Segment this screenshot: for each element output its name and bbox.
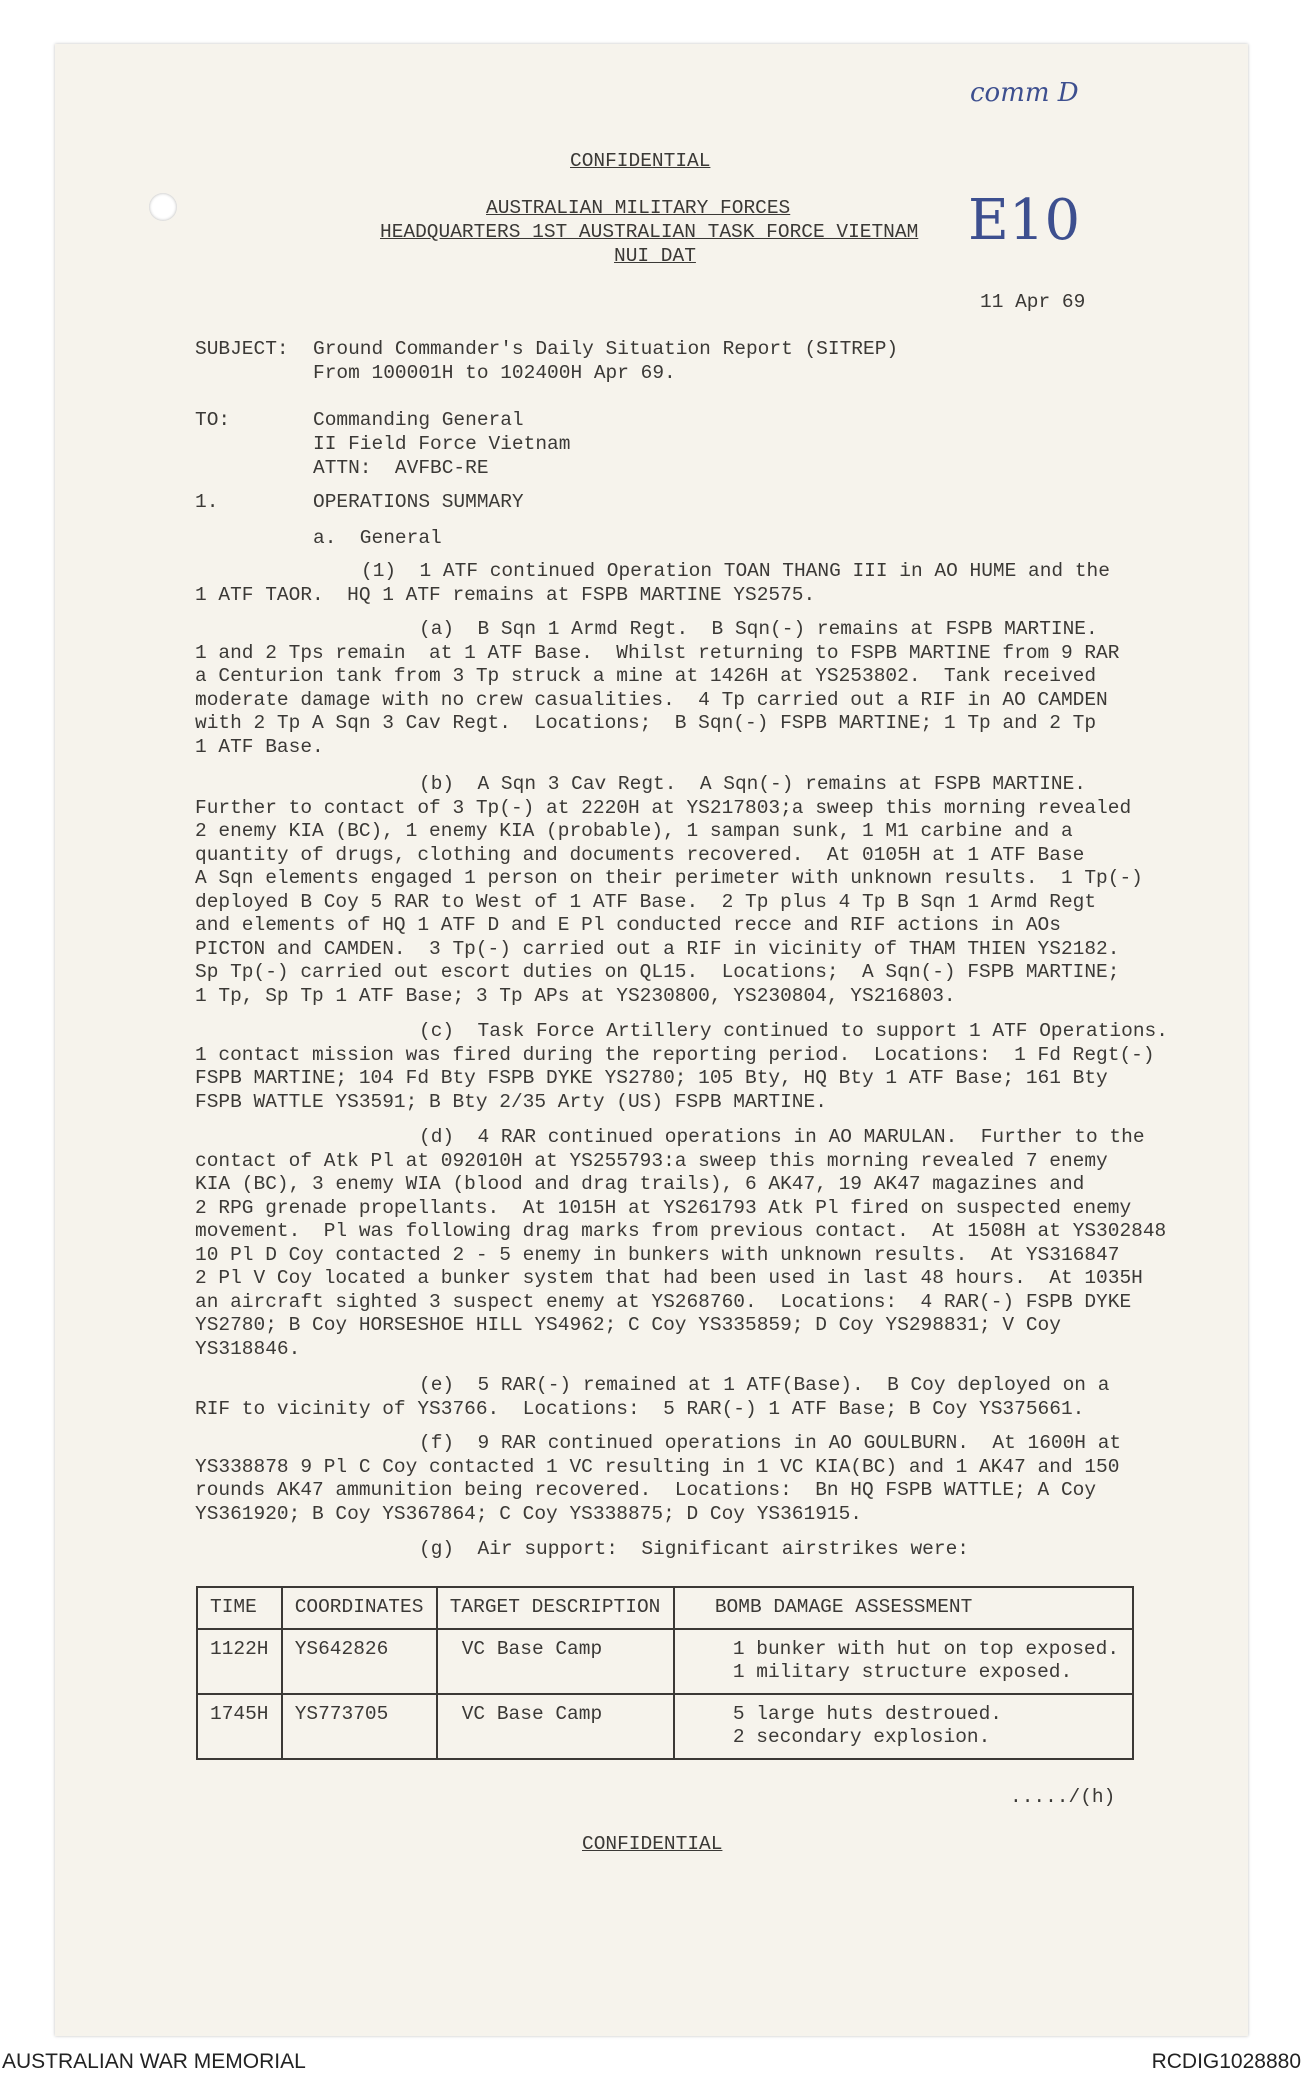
text-line: RIF to vicinity of YS3766. Locations: 5 RAR(-) 1 ATF Base; B Coy YS375661. [195, 1397, 1085, 1420]
text-line: Sp Tp(-) carried out escort duties on QL15. Locations; A Sqn(-) FSPB MARTINE; [195, 961, 1120, 983]
text-line: (g) Air support: Significant airstrikes were: [419, 1538, 969, 1560]
document-date: 11 Apr 69 [980, 291, 1086, 313]
text-line: an aircraft sighted 3 suspect enemy at YS268760. Locations: 4 RAR(-) FSPB DYKE [195, 1290, 1132, 1313]
text-line: and elements of HQ 1 ATF D and E Pl conducted recce and RIF actions in AOs [195, 914, 1061, 936]
paragraph-pb [195, 773, 1143, 1008]
table-row [197, 1629, 1133, 1694]
to-label: TO: [195, 409, 231, 431]
paragraph-pd [195, 1126, 1166, 1361]
text-line: PICTON and CAMDEN. 3 Tp(-) carried out a RIF in vicinity of THAM THIEN YS2182. [195, 937, 1120, 960]
column-header: BOMB DAMAGE ASSESSMENT [674, 1587, 1133, 1629]
target-cell: VC Base Camp [437, 1694, 674, 1759]
text-line: Further to contact of 3 Tp(-) at 2220H at YS217803;a sweep this morning revealed [195, 796, 1132, 819]
continuation-marker: ...../(h) [1010, 1786, 1116, 1808]
text-line: 1 ATF Base. [195, 735, 324, 758]
bda-cell: 5 large huts destroued. 2 secondary explosion. [674, 1694, 1133, 1759]
to-line-3: ATTN: AVFBC-RE [313, 457, 489, 479]
paragraph-pa [195, 618, 1119, 759]
text-line: A Sqn elements engaged 1 person on their perimeter with unknown results. 1 Tp(-) [195, 867, 1143, 889]
paragraph-pc [195, 1020, 1168, 1114]
footer-source: AUSTRALIAN WAR MEMORIAL [2, 2050, 306, 2073]
table-header-row [197, 1587, 1133, 1629]
text-line: rounds AK47 ammunition being recovered. Locations: Bn HQ FSPB WATTLE; A Coy [195, 1479, 1097, 1501]
text-line: 1 contact mission was fired during the reporting period. Locations: 1 Fd Regt(-) [195, 1043, 1155, 1066]
time-cell: 1745H [197, 1694, 282, 1759]
table-row [197, 1694, 1133, 1759]
to-line-1: Commanding General [313, 409, 524, 431]
text-line: (c) Task Force Artillery continued to support 1 ATF Operations. [419, 1020, 1168, 1042]
text-line: KIA (BC), 3 enemy WIA (blood and drag trails), 6 AK47, 19 AK47 magazines and [195, 1173, 1085, 1195]
text-line: contact of Atk Pl at 092010H at YS255793:a sweep this morning revealed 7 enemy [195, 1149, 1108, 1172]
target-cell: VC Base Camp [437, 1629, 674, 1694]
text-line: 1 and 2 Tps remain at 1 ATF Base. Whilst returning to FSPB MARTINE from 9 RAR [195, 641, 1120, 664]
text-line: 10 Pl D Coy contacted 2 - 5 enemy in bunkers with unknown results. At YS316847 [195, 1243, 1120, 1266]
classification-top: CONFIDENTIAL [570, 150, 711, 172]
paragraph-pe [195, 1374, 1109, 1421]
text-line: YS338878 9 Pl C Coy contacted 1 VC resulting in 1 VC KIA(BC) and 1 AK47 and 150 [195, 1455, 1120, 1478]
text-line: FSPB MARTINE; 104 Fd Bty FSPB DYKE YS2780; 105 Bty, HQ Bty 1 ATF Base; 161 Bty [195, 1067, 1108, 1089]
subject-line-1: Ground Commander's Daily Situation Report (SITREP) [313, 338, 899, 360]
text-line: (d) 4 RAR continued operations in AO MARULAN. Further to the [419, 1126, 1145, 1148]
paragraph-p1 [195, 560, 1110, 607]
time-cell: 1122H [197, 1629, 282, 1694]
text-line: deployed B Coy 5 RAR to West of 1 ATF Base. 2 Tp plus 4 Tp B Sqn 1 Armd Regt [195, 890, 1097, 913]
handwritten-reference: E10 [968, 188, 1081, 253]
text-line: FSPB WATTLE YS3591; B Bty 2/35 Arty (US) FSPB MARTINE. [195, 1090, 827, 1113]
subject-line-2: From 100001H to 102400H Apr 69. [313, 362, 676, 384]
subject-label: SUBJECT: [195, 338, 289, 360]
header-line-1: AUSTRALIAN MILITARY FORCES [486, 197, 791, 219]
paragraph-pf [195, 1432, 1121, 1526]
text-line: (e) 5 RAR(-) remained at 1 ATF(Base). B Coy deployed on a [419, 1374, 1110, 1396]
section-title: OPERATIONS SUMMARY [313, 491, 524, 513]
header-line-3: NUI DAT [614, 245, 696, 267]
text-line: moderate damage with no crew casualities. 4 Tp carried out a RIF in AO CAMDEN [195, 688, 1108, 711]
airstrikes-table [196, 1586, 1134, 1760]
coordinates-cell: YS773705 [282, 1694, 437, 1759]
section-number: 1. [195, 491, 219, 513]
text-line: (1) 1 ATF continued Operation TOAN THANG III in AO HUME and the [361, 560, 1110, 582]
text-line: 1 ATF TAOR. HQ 1 ATF remains at FSPB MARTINE YS2575. [195, 583, 816, 606]
footer-id: RCDIG1028880 [1151, 2050, 1301, 2073]
text-line: YS2780; B Coy HORSESHOE HILL YS4962; C Coy YS335859; D Coy YS298831; V Coy [195, 1314, 1061, 1336]
handwritten-annotation: comm D [970, 78, 1079, 108]
column-header: COORDINATES [282, 1587, 437, 1629]
text-line: 1 Tp, Sp Tp 1 ATF Base; 3 Tp APs at YS230800, YS230804, YS216803. [195, 984, 956, 1007]
paragraph-pg [195, 1538, 969, 1562]
classification-bottom: CONFIDENTIAL [582, 1833, 723, 1855]
column-header: TIME [197, 1587, 282, 1629]
to-line-2: II Field Force Vietnam [313, 433, 571, 455]
bda-cell: 1 bunker with hut on top exposed. 1 military structure exposed. [674, 1629, 1133, 1694]
header-line-2: HEADQUARTERS 1ST AUSTRALIAN TASK FORCE VIETNAM [380, 221, 919, 243]
text-line: (f) 9 RAR continued operations in AO GOULBURN. At 1600H at [419, 1432, 1122, 1454]
text-line: quantity of drugs, clothing and documents recovered. At 0105H at 1 ATF Base [195, 843, 1085, 866]
text-line: YS318846. [195, 1337, 301, 1360]
text-line: 2 RPG grenade propellants. At 1015H at YS261793 Atk Pl fired on suspected enemy [195, 1196, 1132, 1219]
text-line: movement. Pl was following drag marks from previous contact. At 1508H at YS302848 [195, 1220, 1167, 1242]
text-line: YS361920; B Coy YS367864; C Coy YS338875; D Coy YS361915. [195, 1502, 863, 1525]
coordinates-cell: YS642826 [282, 1629, 437, 1694]
text-line: 2 enemy KIA (BC), 1 enemy KIA (probable), 1 sampan sunk, 1 M1 carbine and a [195, 820, 1073, 842]
subsection-heading: a. General [313, 527, 442, 549]
text-line: (b) A Sqn 3 Cav Regt. A Sqn(-) remains at FSPB MARTINE. [419, 773, 1087, 795]
text-line: with 2 Tp A Sqn 3 Cav Regt. Locations; B Sqn(-) FSPB MARTINE; 1 Tp and 2 Tp [195, 712, 1097, 734]
column-header: TARGET DESCRIPTION [437, 1587, 674, 1629]
punch-hole [149, 193, 177, 221]
text-line: 2 Pl V Coy located a bunker system that had been used in last 48 hours. At 1035H [195, 1267, 1143, 1289]
text-line: a Centurion tank from 3 Tp struck a mine at 1426H at YS253802. Tank received [195, 665, 1097, 687]
text-line: (a) B Sqn 1 Armd Regt. B Sqn(-) remains at FSPB MARTINE. [419, 618, 1098, 640]
